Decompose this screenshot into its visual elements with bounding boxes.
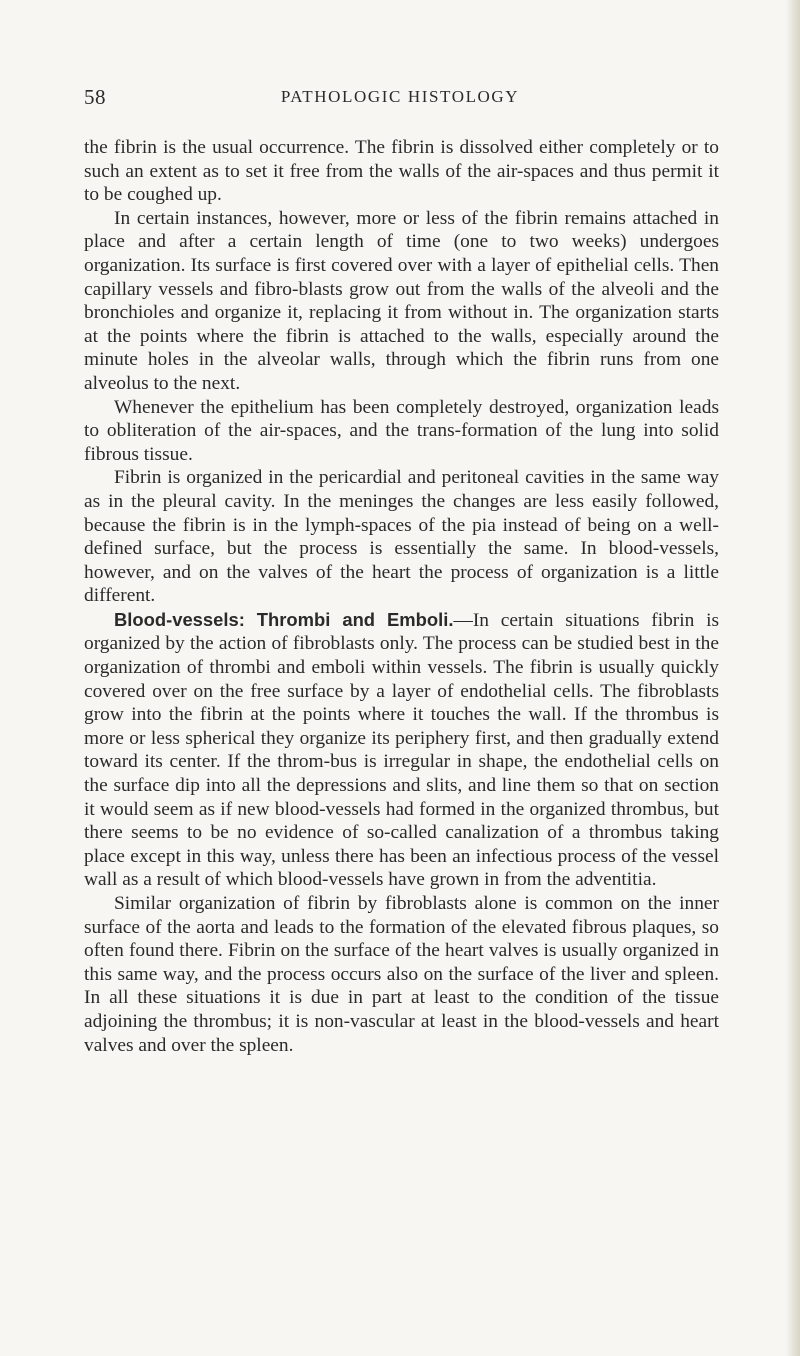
page-number: 58 <box>84 85 106 109</box>
section-heading: Blood-vessels: Thrombi and Emboli. <box>114 608 454 630</box>
body-text <box>84 136 719 1057</box>
paragraph: In certain instances, however, more or less of the fibrin remains attached in place and after a certain length of time (one to two weeks) undergoes organization. Its surface is first covered over with a layer of epithelial cells. Then capillary vessels and fibro-blasts grow out from the walls of the alveoli and the bronchioles and organize it, replacing it from without in. The organization starts at the points where the fibrin is attached to the walls, especially around the minute holes in the alveolar walls, through which the fibrin runs from one alveolus to the next. <box>84 207 719 394</box>
page-header <box>84 85 716 115</box>
paragraph: Similar organization of fibrin by fibroblasts alone is common on the inner surface of the aorta and leads to the formation of the elevated fibrous plaques, so often found there. Fibrin on the surface of the heart valves is usually organized in this same way, and the process occurs also on the surface of the liver and spleen. In all these situations it is due in part at least to the condition of the tissue adjoining the thrombus; it is non-vascular at least in the blood-vessels and heart valves and over the spleen. <box>84 893 719 1056</box>
page-edge-shadow <box>786 0 800 1356</box>
section-text: —In certain situations fibrin is organized by the action of fibroblasts only. The process can be studied best in the organization of thrombi and emboli within vessels. The fibrin is usually quickly covered over on the free surface by a layer of endothelial cells. The fibroblasts grow into the fibrin at the points where it touches the wall. If the thrombus is more or less spherical they organize its periphery first, and then gradually extend toward its center. If the throm-bus is irregular in shape, the endothelial cells on the surface dip into all the depressions and slits, and line them so that on section it would seem as if new blood-vessels had formed in the organized thrombus, but there seems to be no evidence of so-called canalization of a thrombus taking place except in this way, unless there has been an infectious process of the vessel wall as a result of which blood-vessels have grown in from the adventitia. <box>84 609 719 891</box>
running-head: PATHOLOGIC HISTOLOGY <box>280 87 520 106</box>
paragraph: Fibrin is organized in the pericardial and peritoneal cavities in the same way as in the pleural cavity. In the meninges the changes are less easily followed, because the fibrin is in the lymph-spaces of the pia instead of being on a well-defined surface, but the process is essentially the same. In blood-vessels, however, and on the valves of the heart the process of organization is a little different. <box>84 467 719 607</box>
section-paragraph <box>84 608 719 892</box>
paragraph: Whenever the epithelium has been completely destroyed, organization leads to obliteration of the air-spaces, and the trans-formation of the lung into solid fibrous tissue. <box>84 396 719 465</box>
paragraph: the fibrin is the usual occurrence. The fibrin is dissolved either completely or to such an extent as to set it free from the walls of the air-spaces and thus permit it to be coughed up. <box>84 137 719 206</box>
